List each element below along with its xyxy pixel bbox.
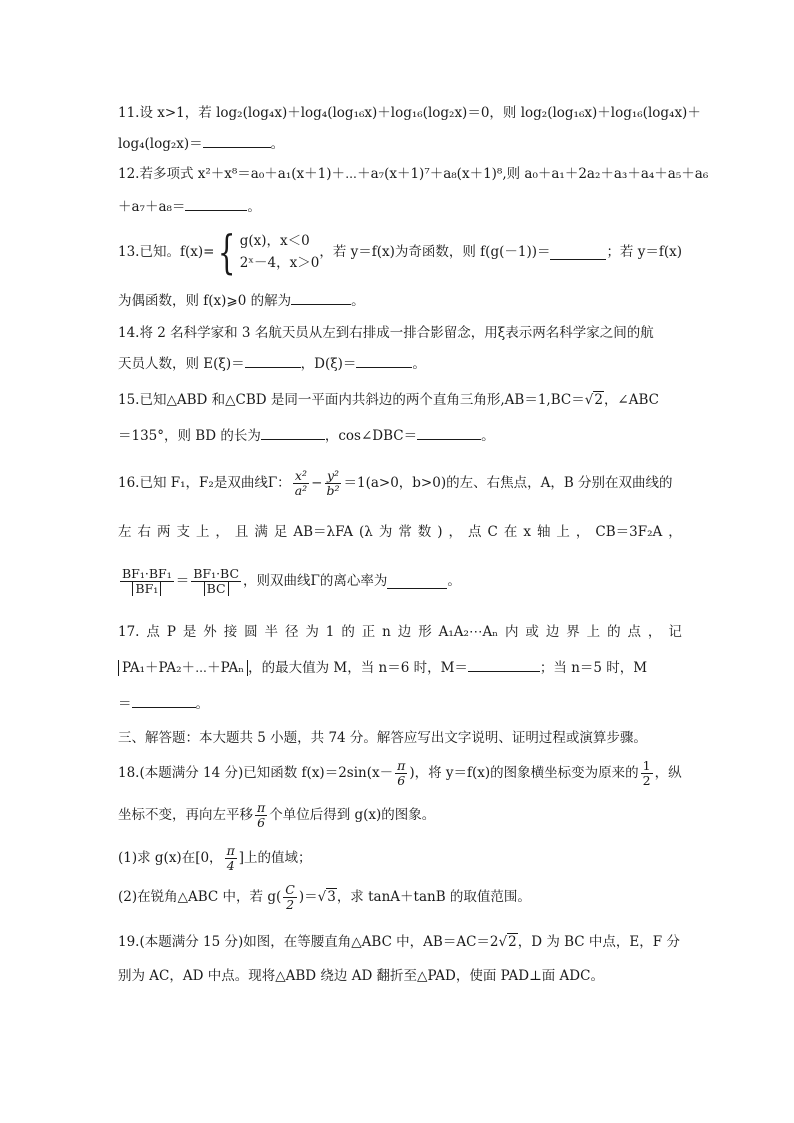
q11-text2: log₄(log₂x)＝ (118, 136, 203, 152)
q17-line1-token: A₁A₂⋯Aₙ (438, 624, 499, 640)
denominator: 6 (397, 772, 406, 788)
q17-line1-token: 上 (586, 624, 601, 640)
q16-line2-token: ) (437, 524, 443, 540)
q16-line2-token: 上 (556, 524, 570, 540)
denominator: BF₁ (132, 582, 161, 596)
answer-blank[interactable] (417, 425, 481, 440)
q17-line1-token: 或 (525, 624, 539, 640)
q17-line1-token: 正 (361, 624, 376, 640)
fraction-pi-4 (225, 844, 237, 873)
q15-line2 (118, 425, 682, 446)
q17-line1 (118, 622, 682, 642)
q18-text2a: 坐标不变，再向左平移 (118, 807, 253, 823)
q16-after: ＝1(a>0，b>0)的左、右焦点，A，B 分别在双曲线的 (343, 475, 673, 491)
q17-line1-token: 是 (182, 624, 197, 640)
q15-text2b: ，cos∠DBC＝ (324, 428, 418, 444)
q13-line1 (118, 225, 682, 279)
q16-line2-token: 两 (156, 524, 171, 540)
denominator: 2 (642, 772, 651, 788)
answer-blank[interactable] (261, 425, 325, 440)
q17-text3: ＝ (118, 696, 132, 712)
sqrt-expr: √2 (584, 392, 603, 408)
q18-part2-text2: )＝ (298, 889, 318, 905)
minus-sign: − (311, 475, 323, 491)
numerator: π (226, 842, 235, 858)
q17-line1-token: 圆 (244, 624, 258, 640)
period: 。 (195, 696, 209, 712)
q19-line1 (118, 932, 682, 952)
q16-line2-token: 且 (234, 524, 249, 540)
answer-blank[interactable] (550, 245, 606, 260)
q18-part1-text2: ]上的值域； (238, 850, 312, 866)
q19-text1b: ，D 为 BC 中点，E，F 分 (517, 934, 680, 950)
numerator: y² (326, 467, 340, 483)
vector-sum-abs: PA₁＋PA₂＋⋯＋PAₙ (118, 660, 248, 676)
radicand: 3 (327, 889, 336, 905)
numerator: BF₁·BF₁ (122, 565, 172, 581)
q16-line2-token: 轴 (536, 524, 551, 540)
period: 。 (270, 136, 285, 152)
denominator: b² (326, 482, 340, 498)
period: 。 (351, 293, 365, 309)
q19-line2 (118, 966, 682, 986)
answer-blank[interactable] (185, 196, 247, 211)
q17-line1-token: 为 (305, 624, 319, 640)
fraction-1 (120, 567, 174, 596)
q19-text: 19.(本题满分 15 分)如图，在等腰直角△ABC 中，AB＝AC＝2 (118, 934, 499, 950)
q16-line2-token: 右 (137, 524, 151, 540)
denominator: 6 (257, 814, 266, 830)
q16-line2-token: AB＝λFA (293, 524, 354, 540)
brace-icon: { (218, 225, 236, 279)
q18-text: 18.(本题满分 14 分)已知函数 f(x)＝2sin(x－ (118, 765, 394, 781)
period: 。 (481, 428, 495, 444)
q17-line1-token: n (382, 624, 391, 640)
answer-blank[interactable] (356, 353, 412, 368)
piecewise (214, 225, 320, 279)
q11-line2 (118, 133, 682, 154)
q16-line1 (118, 463, 682, 503)
q17-line3 (118, 693, 682, 714)
q18-text2b: 个单位后得到 g(x)的图象。 (269, 807, 436, 823)
q17-line1-token: 形 (418, 624, 432, 640)
answer-blank[interactable] (468, 657, 540, 672)
numerator: BF₁·BC (193, 565, 240, 581)
q16-line2-token: 在 (503, 524, 518, 540)
q17-line1-token: 的 (607, 624, 621, 640)
equals-sign: ＝ (175, 573, 190, 589)
q16-prefix: 16.已知 F₁，F₂是双曲线Γ： (118, 475, 291, 491)
q16-line2-token: (λ (359, 524, 373, 540)
q12-text2: ＋a₇＋a₈＝ (118, 199, 186, 215)
fraction-y2-b2 (324, 469, 341, 498)
q11-line1 (118, 103, 701, 123)
denominator: 4 (226, 857, 235, 873)
q17-line1-token: 边 (397, 624, 412, 640)
q17-line1-token: 内 (504, 624, 519, 640)
q17-line2 (118, 657, 682, 678)
q16-text3: ，则双曲线Γ的离心率为 (243, 573, 388, 589)
numerator: 1 (642, 757, 651, 773)
period: 。 (447, 573, 461, 589)
section-title: 三、解答题：本大题共 5 小题，共 74 分。解答应写出文字说明、证明过程或演算步骤。 (118, 730, 647, 746)
q18-part2 (118, 876, 682, 918)
period: 。 (412, 356, 426, 372)
q17-line1-token: 点 (627, 624, 641, 640)
fraction-2 (191, 567, 241, 596)
q16-line2-token: 为 (378, 524, 393, 540)
denominator: BC (204, 582, 229, 596)
q18-line2 (118, 794, 682, 836)
q14-line1 (118, 323, 682, 343)
numerator: π (257, 799, 266, 815)
q16-line2-token: 数 (417, 524, 432, 540)
radicand: 2 (508, 934, 517, 950)
q12-line1 (118, 164, 709, 184)
q17-line1-token: 径 (284, 624, 299, 640)
q18-line1 (118, 752, 682, 794)
q14-text2b: ，D(ξ)＝ (300, 356, 357, 372)
numerator: x² (294, 467, 307, 483)
q15-text2a: ＝135°，则 BD 的长为 (118, 428, 261, 444)
q16-line2-token: x (523, 524, 531, 540)
q17-line1-token: 记 (668, 624, 682, 640)
q13-line2 (118, 290, 682, 311)
q15-text1b: ，∠ABC (603, 392, 659, 408)
q17-line1-token: 界 (566, 624, 580, 640)
q16-line2 (118, 522, 682, 542)
q16-line2-token: CB＝3F₂A (595, 524, 663, 540)
numerator: C (285, 881, 295, 897)
q15-line1 (118, 390, 682, 410)
piecewise-cases (240, 230, 320, 274)
q12-line2 (118, 196, 682, 217)
q17-line1-token: ， (647, 624, 662, 640)
period: 。 (247, 199, 261, 215)
q13-mid: ，若 y＝f(x)为奇函数，则 f(g(－1))＝ (319, 244, 551, 260)
numerator: π (397, 757, 406, 773)
q18-part2-text3: ，求 tanA＋tanB 的取值范围。 (336, 889, 531, 905)
q19-text2: 别为 AC，AD 中点。现将△ABD 绕边 AD 翻折至△PAD，使面 PAD⊥面 ADC。 (118, 968, 604, 984)
q15-text: 15.已知△ABD 和△CBD 是同一平面内共斜边的两个直角三角形,AB＝1,BC＝ (118, 392, 585, 408)
radicand: 2 (594, 392, 603, 408)
q11-text: 11.设 x>1，若 log₂(log₄x)＋log₄(log₁₆x)＋log₁₆(log₂x)＝0，则 log₂(log₁₆x)＋log₁₆(log₄x)＋ (118, 105, 701, 121)
q16-line2-token: 满 (254, 524, 268, 540)
q12-text: 12.若多项式 x²＋x⁸＝a₀＋a₁(x＋1)＋⋯＋a₇(x＋1)⁷＋a₈(x＋1)⁸,则 a₀＋a₁＋2a₂＋a₃＋a₄＋a₅＋a₆ (118, 166, 709, 182)
answer-blank[interactable] (291, 290, 351, 305)
q16-line2-token: 支 (176, 524, 190, 540)
q18-part2-text: (2)在锐角△ABC 中，若 g( (118, 889, 282, 905)
q18-part1-text: (1)求 g(x)在[0， (118, 850, 223, 866)
answer-blank[interactable] (203, 133, 271, 148)
case-2: 2ˣ－4，x＞0 (239, 255, 320, 271)
denominator: 2 (286, 896, 295, 912)
q14-line2 (118, 353, 682, 374)
q16-line2-token: ， (575, 524, 590, 540)
q16-line3 (118, 556, 682, 606)
q16-line2-token: ， (668, 524, 682, 540)
q17-line1-token: 点 (146, 624, 160, 640)
fraction-c-2 (283, 883, 297, 912)
q13-prefix: 13.已知。f(x)= (118, 244, 215, 260)
q17-line1-token: 边 (545, 624, 560, 640)
fraction-1-2 (641, 759, 653, 788)
q17-line1-token: 接 (223, 624, 238, 640)
q16-line2-token: ， (448, 524, 463, 540)
answer-blank[interactable] (387, 574, 447, 589)
denominator: a² (294, 482, 308, 498)
q18-part1 (118, 838, 682, 878)
q13-mid2: ；若 y＝f(x) (606, 244, 682, 260)
q17-line1-token: 外 (203, 624, 217, 640)
q18-text1c: ，纵 (654, 765, 682, 781)
q17-line1-token: P (166, 624, 176, 640)
sqrt-expr: √2 (498, 934, 517, 950)
section-heading (118, 728, 682, 748)
q16-line2-token: C (487, 524, 498, 540)
q16-line2-token: 常 (398, 524, 412, 540)
fraction-pi-6 (255, 801, 267, 830)
fraction-x2-a2 (293, 469, 309, 498)
q17-line1-token: 的 (341, 624, 355, 640)
q16-line2-token: 上 (195, 524, 210, 540)
q17-line1-token: 1 (325, 624, 335, 640)
q16-line2-token: 点 (468, 524, 482, 540)
q14-text: 14.将 2 名科学家和 3 名航天员从左到右排成一排合影留念，用ξ表示两名科学家之间的航 (118, 325, 654, 341)
sqrt-expr: √3 (317, 889, 336, 905)
q14-text2a: 天员人数，则 E(ξ)＝ (118, 356, 245, 372)
q17-text2a: ，的最大值为 M，当 n＝6 时，M＝ (248, 660, 468, 676)
q13-text2: 为偶函数，则 f(x)⩾0 的解为 (118, 293, 292, 309)
answer-blank[interactable] (245, 353, 301, 368)
q17-text2b: ；当 n＝5 时，M (539, 660, 648, 676)
q18-text1b: )，将 y＝f(x)的图象横坐标变为原来的 (409, 765, 639, 781)
q16-line2-token: ， (215, 524, 229, 540)
q17-line1-token: 17. (118, 624, 140, 640)
fraction-pi-6 (395, 759, 407, 788)
q16-line2-token: 足 (273, 524, 288, 540)
q16-line2-token: 左 (118, 524, 132, 540)
answer-blank[interactable] (132, 693, 196, 708)
case-1: g(x)，x＜0 (239, 233, 310, 249)
q17-line1-token: 半 (264, 624, 279, 640)
